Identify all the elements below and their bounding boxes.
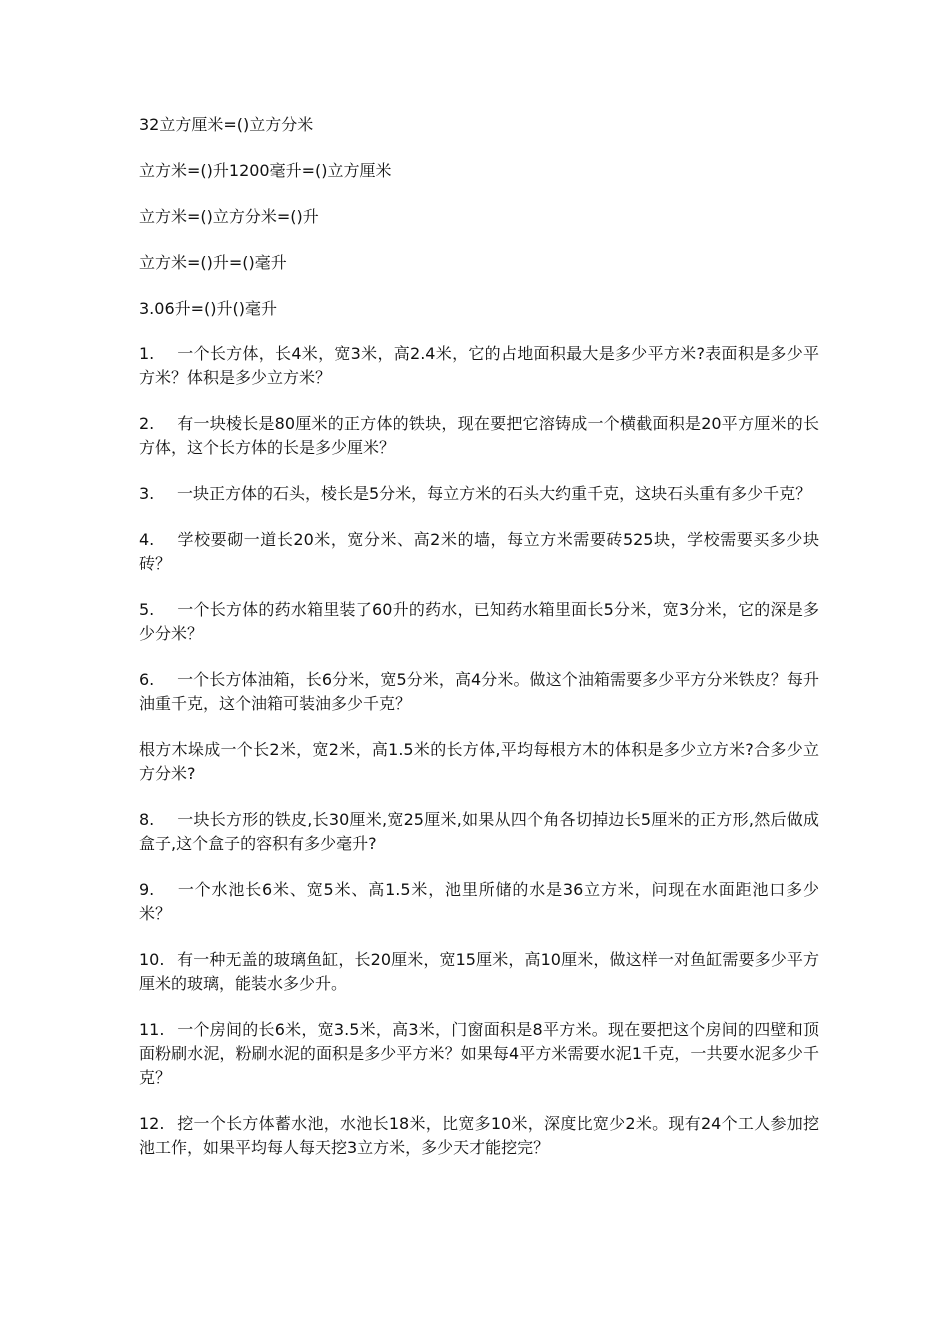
document-page bbox=[139, 112, 819, 1182]
problem-number: 12. bbox=[139, 1114, 165, 1133]
problem-text: 一块长方形的铁皮,长30厘米,宽25厘米,如果从四个角各切掉边长5厘米的正方形,然后做成盒子,这个盒子的容积有多少毫升? bbox=[139, 810, 819, 853]
problem-6 bbox=[139, 668, 819, 716]
conversion-line-5: 3.06升=()升()毫升 bbox=[139, 299, 278, 318]
problem-text: 一个长方体，长4米，宽3米，高2.4米，它的占地面积最大是多少平方米?表面积是多少平方米？体积是多少立方米？ bbox=[139, 344, 819, 387]
problem-3 bbox=[139, 482, 819, 506]
problem-number: 5. bbox=[139, 600, 155, 619]
conversion-line-1: 32立方厘米=()立方分米 bbox=[139, 115, 314, 134]
problem-text: 有一块棱长是80厘米的正方体的铁块，现在要把它溶铸成一个横截面积是20平方厘米的长方体，这个长方体的长是多少厘米？ bbox=[139, 414, 819, 457]
problem-text: 一个长方体的药水箱里装了60升的药水，已知药水箱里面长5分米，宽3分米，它的深是多少分米？ bbox=[139, 600, 819, 643]
problem-10 bbox=[139, 948, 819, 996]
problem-number: 2. bbox=[139, 414, 155, 433]
problem-9 bbox=[139, 878, 819, 926]
conversion-line-4: 立方米=()升=()毫升 bbox=[139, 253, 287, 272]
problem-text: 有一种无盖的玻璃鱼缸，长20厘米，宽15厘米，高10厘米，做这样一对鱼缸需要多少平方厘米的玻璃，能装水多少升。 bbox=[139, 950, 819, 993]
conversion-line-2: 立方米=()升1200毫升=()立方厘米 bbox=[139, 161, 392, 180]
problem-number: 3. bbox=[139, 484, 155, 503]
problem-number: 10. bbox=[139, 950, 165, 969]
problem-2 bbox=[139, 412, 819, 460]
problem-text: 根方木垛成一个长2米，宽2米，高1.5米的长方体,平均每根方木的体积是多少立方米?合多少立方分米? bbox=[139, 740, 819, 783]
problem-text: 一块正方体的石头，棱长是5分米，每立方米的石头大约重千克，这块石头重有多少千克？ bbox=[177, 484, 812, 503]
problem-number: 9. bbox=[139, 880, 155, 899]
problem-8 bbox=[139, 808, 819, 856]
problem-number: 8. bbox=[139, 810, 155, 829]
problem-number: 4. bbox=[139, 530, 155, 549]
problem-12 bbox=[139, 1112, 819, 1160]
problem-text: 一个长方体油箱，长6分米，宽5分米，高4分米。做这个油箱需要多少平方分米铁皮？每升油重千克，这个油箱可装油多少千克？ bbox=[139, 670, 819, 713]
problem-1 bbox=[139, 342, 819, 390]
problem-11 bbox=[139, 1018, 819, 1090]
problem-number: 11. bbox=[139, 1020, 165, 1039]
problem-number: 1. bbox=[139, 344, 155, 363]
problem-5 bbox=[139, 598, 819, 646]
problem-text: 挖一个长方体蓄水池，水池长18米，比宽多10米，深度比宽少2米。现有24个工人参加挖池工作，如果平均每人每天挖3立方米，多少天才能挖完？ bbox=[139, 1114, 819, 1157]
problem-text: 一个房间的长6米，宽3.5米，高3米，门窗面积是8平方米。现在要把这个房间的四壁和顶面粉刷水泥，粉刷水泥的面积是多少平方米？如果每4平方米需要水泥1千克，一共要水泥多少千克？ bbox=[139, 1020, 819, 1087]
problem-text: 一个水池长6米、宽5米、高1.5米，池里所储的水是36立方米，问现在水面距池口多少米？ bbox=[139, 880, 819, 923]
problem-4 bbox=[139, 528, 819, 576]
conversion-line-3: 立方米=()立方分米=()升 bbox=[139, 207, 319, 226]
problem-text: 学校要砌一道长20米，宽分米、高2米的墙，每立方米需要砖525块，学校需要买多少块砖？ bbox=[139, 530, 819, 573]
problem-number: 6. bbox=[139, 670, 155, 689]
problem-7 bbox=[139, 738, 819, 786]
